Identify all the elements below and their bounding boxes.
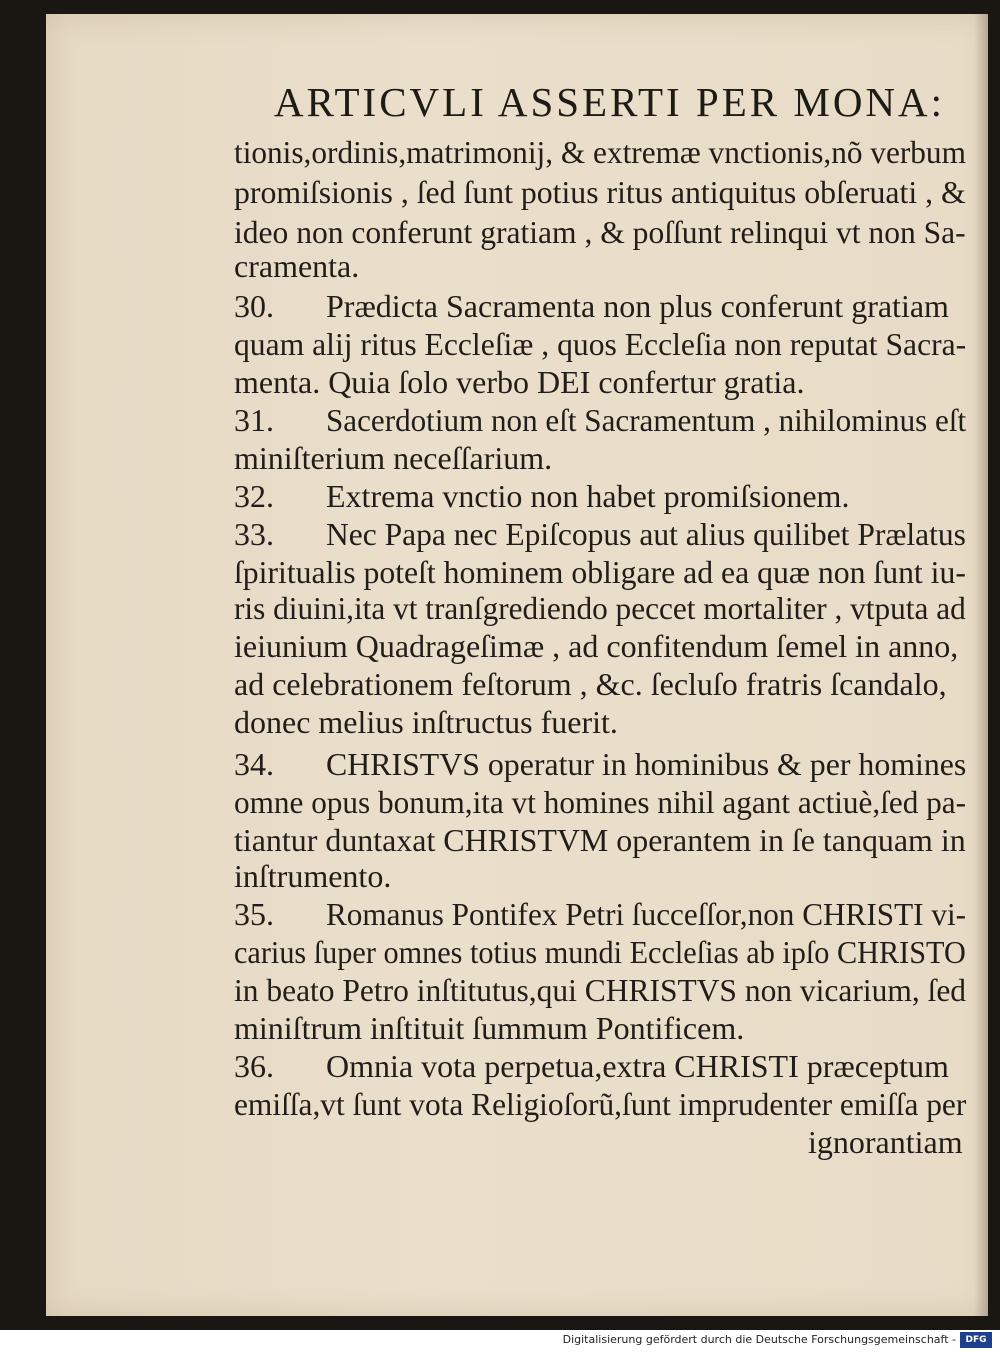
- text-line: Omnia vota perpetua,extra CHRISTI præceptum: [326, 1048, 949, 1084]
- text-line: ieiunium Quadrageſimæ , ad confitendum ſemel in anno,: [234, 628, 959, 664]
- text-line: omne opus bonum,ita vt homines nihil agant actiuè,ſed pa-: [234, 784, 967, 820]
- text-line: tionis,ordinis,matrimonij, & extremæ vnctionis,nõ verbum: [234, 134, 966, 170]
- running-head: ARTICVLI ASSERTI PER MONA:: [274, 79, 946, 125]
- text-line: Prædicta Sacramenta non plus conferunt gratiam: [326, 288, 949, 324]
- article-number: 30.: [234, 288, 274, 324]
- text-line: inſtrumento.: [234, 858, 392, 894]
- article-number: 36.: [234, 1048, 274, 1084]
- dfg-logo: DFG: [960, 1332, 992, 1348]
- article-number: 35.: [234, 896, 274, 932]
- text-line: carius ſuper omnes totius mundi Eccleſias ab ipſo CHRISTO: [234, 934, 966, 970]
- text-line: in beato Petro inſtitutus,qui CHRISTVS non vicarium, ſed: [234, 972, 967, 1008]
- text-line: Sacerdotium non eſt Sacramentum , nihilominus eſt: [326, 402, 967, 438]
- text-line: menta. Quia ſolo verbo DEI confertur gratia.: [234, 364, 805, 400]
- text-line: emiſſa,vt ſunt vota Religioſorũ,ſunt imprudenter emiſſa per: [234, 1086, 967, 1122]
- article-number: 34.: [234, 746, 274, 782]
- article-number: 31.: [234, 402, 274, 438]
- text-line: promiſsionis , ſed ſunt potius ritus antiquitus obſeruati , &: [234, 174, 966, 210]
- text-line: Extrema vnctio non habet promiſsionem.: [326, 478, 850, 514]
- text-line: Nec Papa nec Epiſcopus aut alius quilibet Prælatus: [326, 516, 966, 552]
- text-line: miniſtrum inſtituit ſummum Pontificem.: [234, 1010, 745, 1046]
- text-line: tiantur duntaxat CHRISTVM operantem in ſe tanquam in: [234, 822, 966, 858]
- catchword: ignorantiam: [808, 1124, 963, 1160]
- text-line: cramenta.: [234, 248, 360, 284]
- text-line: ad celebrationem feſtorum , &c. ſecluſo fratris ſcandalo,: [234, 666, 947, 702]
- page-edge-shadow: [974, 14, 988, 1316]
- text-line: ideo non conferunt gratiam , & poſſunt relinqui vt non Sa-: [234, 214, 966, 250]
- text-line: CHRISTVS operatur in hominibus & per homines: [326, 746, 967, 782]
- article-number: 32.: [234, 478, 274, 514]
- article-number: 33.: [234, 516, 274, 552]
- text-line: ſpiritualis poteſt hominem obligare ad ea quæ non ſunt iu-: [234, 554, 966, 590]
- text-line: quam alij ritus Eccleſiæ , quos Eccleſia non reputat Sacra-: [234, 326, 967, 362]
- text-line: donec melius inſtructus fuerit.: [234, 704, 618, 740]
- footer-bar: [0, 1330, 1000, 1352]
- text-line: miniſterium neceſſarium.: [234, 440, 553, 476]
- funding-credit: Digitalisierung gefördert durch die Deutsche Forschungsgemeinschaft -: [562, 1333, 956, 1346]
- text-line: Romanus Pontifex Petri ſucceſſor,non CHRISTI vi-: [326, 896, 967, 932]
- text-line: ris diuini,ita vt tranſgrediendo peccet mortaliter , vtputa ad: [234, 590, 966, 626]
